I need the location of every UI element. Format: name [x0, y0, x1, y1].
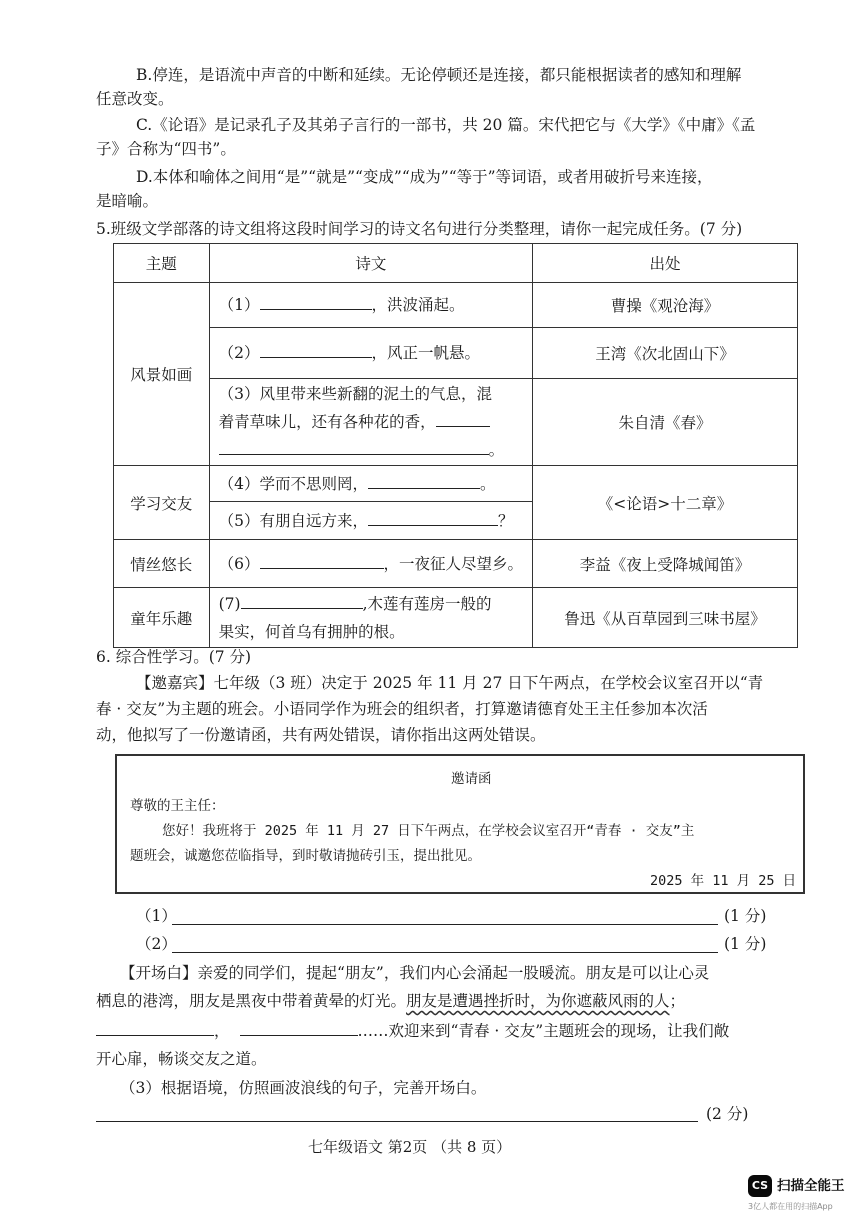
watermark-subtitle: 3亿人都在用的扫描App — [748, 1202, 833, 1211]
theme-longing: 情丝悠长 — [114, 540, 210, 588]
option-d-line1: D.本体和喻体之间用“是”“就是”“变成”“成为”“等于”等词语，或者用破折号来连接， — [136, 168, 713, 186]
source-4: 《<论语>十二章》 — [533, 466, 798, 540]
source-6: 李益《夜上受降城闻笛》 — [533, 540, 798, 588]
table-row — [114, 379, 798, 466]
opening-blank-1[interactable] — [96, 1021, 214, 1036]
poem-cell-2 — [209, 328, 532, 379]
wavy-underlined-sentence: 朋友是遭遇挫折时，为你遮蔽风雨的人 — [406, 992, 670, 1010]
poem-5-prefix: （5）有朋自远方来， — [218, 511, 368, 530]
poem-7-prefix: (7) — [218, 594, 241, 613]
poem-1-suffix: ，洪波涌起。 — [371, 296, 465, 314]
answer-3-score: (2 分) — [706, 1105, 749, 1123]
opening-line2-text: 栖息的港湾，朋友是黑夜中带着黄晕的灯光。 — [96, 992, 407, 1010]
question-6-stem: 6. 综合性学习。(7 分) — [96, 648, 252, 666]
table-row — [114, 283, 798, 328]
answer-blank-7[interactable] — [241, 594, 363, 609]
poem-7-suffix: ,木莲有莲房一般的 — [362, 594, 492, 613]
poem-7-line-c: 果实，何首乌有拥肿的根。 — [218, 622, 405, 641]
option-b-line1: B.停连，是语流中声音的中断和延续。无论停顿还是连接，都只能根据读者的感知和理解 — [136, 66, 742, 84]
answer-1-line[interactable] — [172, 924, 718, 925]
answer-1-label: （1） — [136, 907, 177, 925]
header-theme: 主题 — [114, 244, 210, 283]
poem-1-prefix: （1） — [218, 296, 260, 314]
poem-cell-1 — [209, 283, 532, 328]
theme-childhood: 童年乐趣 — [114, 588, 210, 648]
opening-line1: 【开场白】亲爱的同学们，提起“朋友”，我们内心会涌起一股暖流。朋友是可以让心灵 — [120, 964, 710, 982]
letter-body-line2: 题班会，诚邀您莅临指导，到时敬请抛砖引玉，提出批见。 — [130, 848, 481, 864]
answer-blank-4[interactable] — [368, 474, 480, 489]
answer-blank-2[interactable] — [260, 343, 372, 358]
letter-date: 2025 年 11 月 25 日 — [650, 873, 797, 889]
poem-cell-6 — [209, 540, 532, 588]
poem-4-suffix: 。 — [480, 474, 496, 493]
page-footer: 七年级语文 第2页 （共 8 页） — [308, 1138, 512, 1156]
camscanner-watermark — [748, 1170, 865, 1220]
opening-line2 — [96, 990, 685, 1012]
poem-cell-5 — [209, 502, 532, 540]
header-poem: 诗文 — [209, 244, 532, 283]
letter-title: 邀请函 — [451, 771, 492, 787]
option-d-line2: 是暗喻。 — [96, 192, 159, 210]
opening-comma: ， — [214, 1022, 230, 1040]
answer-blank-5[interactable] — [368, 511, 498, 526]
answer-2-score: (1 分) — [724, 935, 767, 953]
source-1: 曹操《观沧海》 — [533, 283, 798, 328]
answer-blank-6[interactable] — [260, 554, 384, 569]
poem-cell-3 — [209, 379, 532, 466]
poem-3-line-a: （3）风里带来些新翻的泥土的气息，混 — [218, 385, 492, 403]
opening-line3-text: ……欢迎来到“青春 · 交友”主题班会的现场，让我们敞 — [357, 1022, 730, 1040]
subquestion-3: （3）根据语境，仿照画波浪线的句子，完善开场白。 — [120, 1079, 487, 1097]
answer-blank-3a[interactable] — [436, 412, 490, 427]
invite-intro-line2: 春 · 交友”为主题的班会。小语同学作为班会的组织者，打算邀请德育处王主任参加本次活 — [96, 700, 708, 718]
option-c-line1: C.《论语》是记录孔子及其弟子言行的一部书，共 20 篇。宋代把它与《大学》《中庸》《孟 — [136, 116, 756, 134]
letter-salutation: 尊敬的王主任： — [130, 798, 225, 814]
header-source: 出处 — [533, 244, 798, 283]
poem-cell-7 — [209, 588, 532, 648]
table-row — [114, 328, 798, 379]
opening-line2-end: ； — [669, 992, 686, 1010]
answer-blank-3b[interactable] — [219, 440, 489, 455]
table-row — [114, 588, 798, 648]
poem-4-prefix: （4）学而不思则罔， — [218, 474, 368, 493]
poem-2-prefix: （2） — [218, 344, 260, 362]
table-header-row — [114, 244, 798, 283]
poem-6-prefix: （6） — [218, 554, 260, 573]
poem-5-suffix: ？ — [498, 511, 514, 530]
poem-table — [113, 243, 798, 648]
theme-study-friends: 学习交友 — [114, 466, 210, 540]
answer-2-line[interactable] — [172, 952, 718, 953]
option-c-line2: 子》合称为“四书”。 — [96, 140, 236, 158]
answer-2-label: （2） — [136, 935, 177, 953]
invite-intro-line1: 【邀嘉宾】七年级（3 班）决定于 2025 年 11 月 27 日下午两点，在学校会议室召开以“青 — [136, 674, 764, 692]
source-7: 鲁迅《从百草园到三味书屋》 — [533, 588, 798, 648]
table-row — [114, 540, 798, 588]
answer-3-line[interactable] — [96, 1121, 698, 1122]
theme-scenery: 风景如画 — [114, 283, 210, 466]
source-3: 朱自清《春》 — [533, 379, 798, 466]
source-2: 王湾《次北固山下》 — [533, 328, 798, 379]
poem-cell-4 — [209, 466, 532, 502]
watermark-name: 扫描全能王 — [777, 1178, 845, 1194]
question-5-stem: 5.班级文学部落的诗文组将这段时间学习的诗文名句进行分类整理，请你一起完成任务。(7 分) — [96, 220, 743, 238]
poem-2-suffix: ，风正一帆悬。 — [371, 344, 481, 362]
camscanner-logo-icon: CS — [748, 1175, 772, 1197]
invite-intro-line3: 动，他拟写了一份邀请函，共有两处错误，请你指出这两处错误。 — [96, 726, 546, 744]
letter-body-line1: 您好！我班将于 2025 年 11 月 27 日下午两点，在学校会议室召开“青春 · 交友”主 — [162, 823, 695, 839]
opening-line3 — [96, 1020, 729, 1042]
answer-1-score: (1 分) — [724, 907, 767, 925]
option-b-line2: 任意改变。 — [96, 90, 174, 108]
invitation-letter-box — [115, 754, 805, 894]
answer-blank-1[interactable] — [260, 295, 372, 310]
opening-line4: 开心扉，畅谈交友之道。 — [96, 1050, 267, 1068]
poem-3-line-b: 着青草味儿，还有各种花的香， — [218, 413, 436, 431]
poem-6-suffix: ，一夜征人尽望乡。 — [383, 554, 524, 573]
poem-3-end: 。 — [488, 441, 505, 459]
table-row — [114, 466, 798, 502]
opening-blank-2[interactable] — [240, 1021, 358, 1036]
